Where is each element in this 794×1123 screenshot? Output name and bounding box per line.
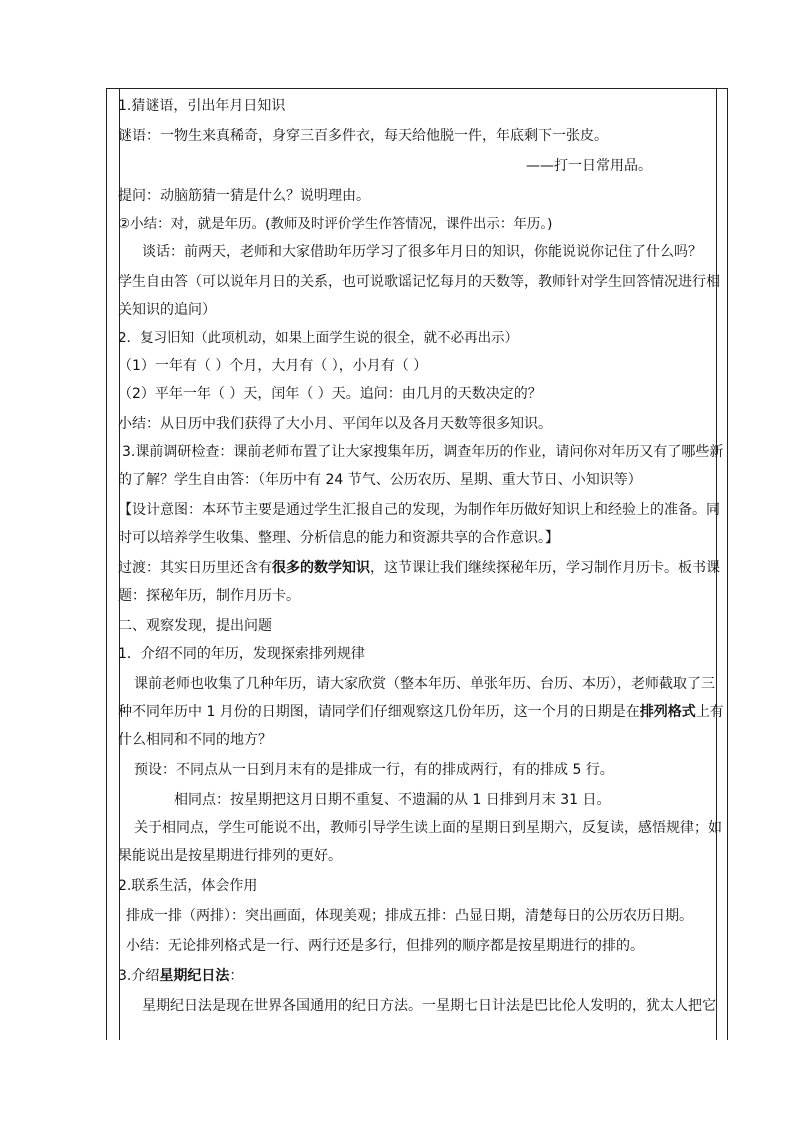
transition-text: 过渡：其实日历里还含有很多的数学知识，这节课让我们继续探秘年历，学习制作月历卡。板书课 [118, 560, 720, 576]
preset-difference: 预设：不同点从一日到月末有的是排成一行，有的排成两行，有的排成 5 行。 [134, 762, 614, 778]
section-two-heading: 二、观察发现，提出问题 [118, 618, 272, 634]
week-method-heading: 3.介绍星期纪日法： [118, 968, 244, 984]
riddle-hint: ——打一日常用品。 [526, 158, 652, 174]
review-summary: 小结：从日历中我们获得了大小月、平闰年以及各月天数等很多知识。 [118, 416, 552, 432]
talk-text: 谈话：前两天，老师和大家借助年历学习了很多年月日的知识，你能说说你记住了什么吗？ [142, 244, 702, 260]
life-connection-heading: 2.联系生活，体会作用 [118, 878, 258, 894]
summary-text: ②小结：对，就是年历。(教师及时评价学生作答情况，课件出示：年历。) [118, 216, 553, 232]
preset-similarity: 相同点：按星期把这月日期不重复、不遗漏的从 1 日排到月末 31 日。 [174, 792, 611, 808]
arrangement-summary: 小结：无论排列格式是一行、两行还是多行，但排列的顺序都是按星期进行的排的。 [126, 938, 644, 954]
survey-check-text: 3.课前调研检查：课前老师布置了让大家搜集年历，调查年历的作业，请问你对年历又有了哪些新 [122, 444, 724, 460]
review-item-1: （1）一年有（ ）个月，大月有（ ），小月有（ ） [118, 358, 428, 374]
similarity-guide-text: 关于相同点，学生可能说不出，教师引导学生读上面的星期日到星期六，反复读，感悟规律；如 [134, 820, 722, 836]
riddle-heading: 1.猜谜语，引出年月日知识 [118, 98, 286, 114]
question-text: 提问：动脑筋猜一猜是什么？说明理由。 [118, 188, 370, 204]
similarity-guide-text-cont: 果能说出是按星期进行排列的更好。 [118, 848, 342, 864]
arrangement-text: 排成一排（两排）：突出画面，体现美观；排成五排：凸显日期，清楚每日的公历农历日期。 [126, 908, 693, 924]
calendar-intro-text-end: 什么相同和不同的地方？ [118, 732, 272, 748]
survey-check-text-cont: 的了解？学生自由答：（年历中有 24 节气、公历农历、星期、重大节日、小知识等） [118, 472, 642, 488]
student-answer-text: 学生自由答（可以说年月日的关系，也可说歌谣记忆每月的天数等，教师针对学生回答情况进行相 [118, 274, 720, 290]
transition-text-cont: 题：探秘年历，制作月历卡。 [118, 588, 300, 604]
review-item-2: （2）平年一年（ ）天，闰年（ ）天。追问：由几月的天数决定的？ [118, 386, 542, 402]
student-answer-text-cont: 关知识的追问） [118, 302, 216, 318]
riddle-text: 谜语：一物生来真稀奇，身穿三百多件衣，每天给他脱一件，年底剩下一张皮。 [118, 128, 608, 144]
design-intent-text: 【设计意图：本环节主要是通过学生汇报自己的发现，为制作年历做好知识上和经验上的准备。同 [118, 502, 720, 518]
calendar-intro-text: 课前老师也收集了几种年历，请大家欣赏（整本年历、单张年历、台历、本历），老师截取了三 [134, 676, 715, 692]
week-method-text: 星期纪日法是现在世界各国通用的纪日方法。一星期七日计法是巴比伦人发明的，犹太人把它 [142, 998, 716, 1014]
calendar-intro-heading: 1．介绍不同的年历，发现探索排列规律 [118, 646, 365, 662]
review-heading: 2．复习旧知（此项机动，如果上面学生说的很全，就不必再出示） [118, 330, 519, 346]
design-intent-text-cont: 时可以培养学生收集、整理、分析信息的能力和资源共享的合作意识。】 [118, 530, 559, 546]
calendar-intro-text-cont: 种不同年历中 1 月份的日期图，请同学们仔细观察这几份年历，这一个月的日期是在排列格式上有 [118, 704, 724, 720]
